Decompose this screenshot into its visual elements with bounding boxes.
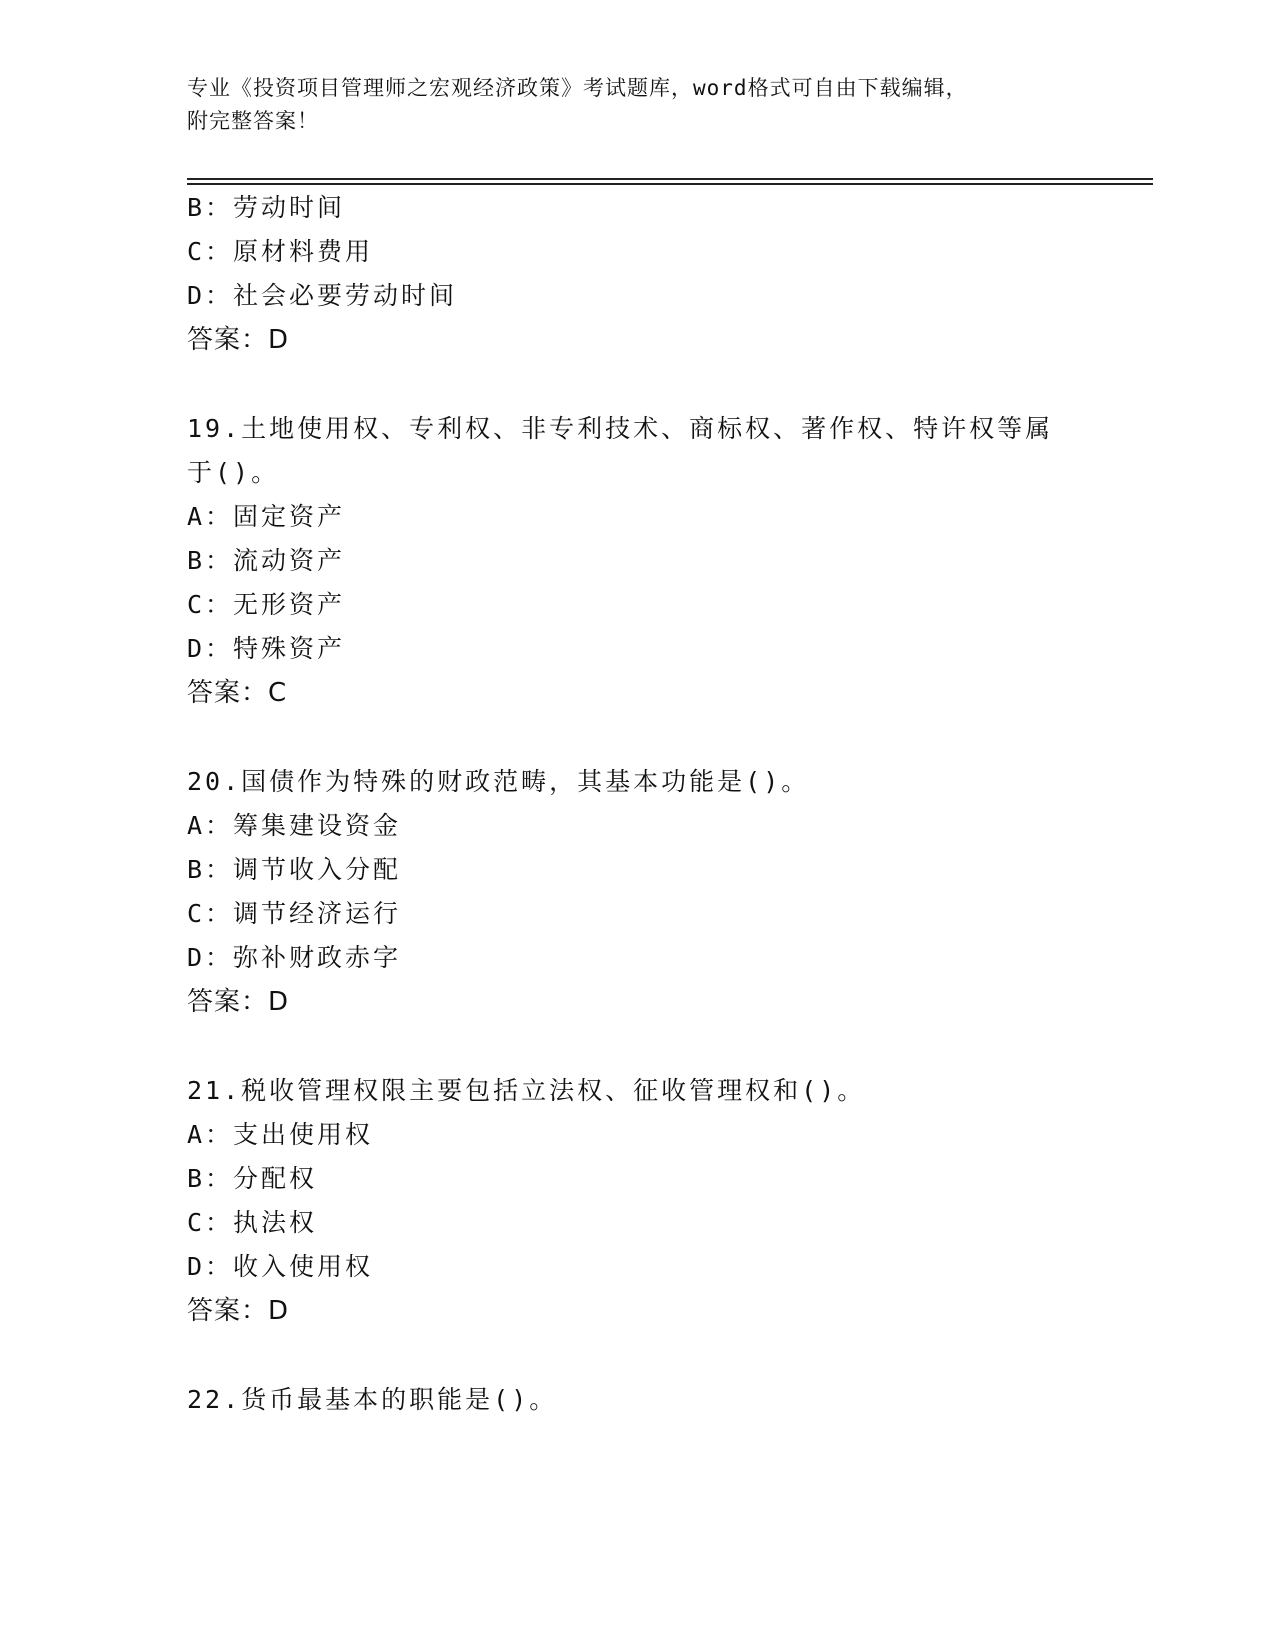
option-b-q21: B：分配权: [187, 1164, 318, 1193]
option-a-q19: A：固定资产: [187, 502, 346, 531]
option-c-q18: C：原材料费用: [187, 237, 374, 266]
option-b-q20: B：调节收入分配: [187, 855, 402, 884]
answer-q20: 答案：D: [187, 987, 290, 1017]
option-c-q21: C：执法权: [187, 1208, 318, 1237]
option-c-q19: C：无形资产: [187, 590, 346, 619]
question-20: 20.国债作为特殊的财政范畴，其基本功能是()。: [187, 767, 810, 796]
option-b-q19: B：流动资产: [187, 546, 346, 575]
question-19-line-1: 19.土地使用权、专利权、非专利技术、商标权、著作权、特许权等属: [187, 414, 1054, 443]
option-c-q20: C：调节经济运行: [187, 899, 402, 928]
option-b-q18: B：劳动时间: [187, 193, 346, 222]
answer-q18: 答案：D: [187, 325, 290, 355]
question-19-line-2: 于()。: [187, 458, 280, 487]
option-a-q20: A：筹集建设资金: [187, 811, 402, 840]
question-22: 22.货币最基本的职能是()。: [187, 1385, 558, 1414]
document-header: [187, 72, 1067, 138]
header-divider-top: [187, 178, 1153, 180]
option-a-q21: A：支出使用权: [187, 1120, 374, 1149]
option-d-q19: D：特殊资产: [187, 634, 346, 663]
header-line-1: 专业《投资项目管理师之宏观经济政策》考试题库，word格式可自由下载编辑，: [187, 76, 968, 100]
option-d-q20: D：弥补财政赤字: [187, 943, 402, 972]
header-divider-bottom: [187, 183, 1153, 185]
option-d-q21: D：收入使用权: [187, 1252, 374, 1281]
answer-q21: 答案：D: [187, 1296, 290, 1326]
header-line-2: 附完整答案！: [187, 109, 319, 133]
question-21: 21.税收管理权限主要包括立法权、征收管理权和()。: [187, 1076, 866, 1105]
answer-q19: 答案：C: [187, 678, 288, 708]
option-d-q18: D：社会必要劳动时间: [187, 281, 458, 310]
